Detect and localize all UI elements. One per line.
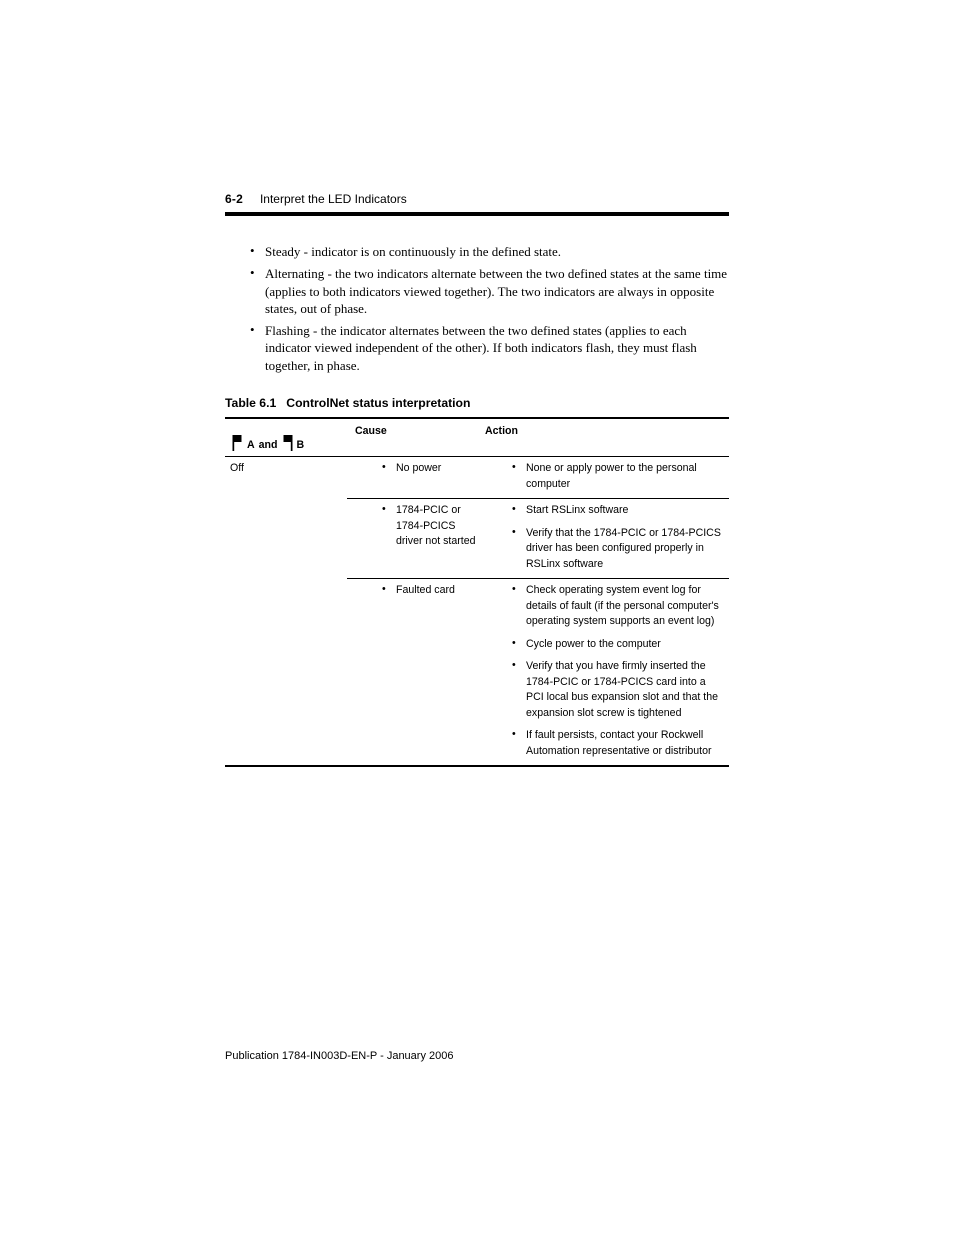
table-caption-label: Table 6.1 <box>225 396 277 410</box>
cause-cell <box>347 578 480 765</box>
indicator-column-header <box>225 419 347 457</box>
status-table <box>225 417 729 767</box>
cause-item: • 1784-PCIC or 1784-PCICS driver not started <box>381 503 476 550</box>
running-header <box>225 192 407 206</box>
indicator-b-label: B <box>296 439 305 451</box>
action-column-header: Action <box>480 419 729 457</box>
action-item: • Check operating system event log for details of fault (if the personal computer's operating system supports an event log) <box>511 583 726 630</box>
table-caption-title: ControlNet status interpretation <box>286 396 471 410</box>
intro-bullet-alternating: • Alternating - the two indicators alternate between the two defined states at the same time (applies to both indicators viewed together). The two indicators are always in opposite states, out of phase. <box>249 265 729 317</box>
header-rule <box>225 212 729 216</box>
action-cell <box>480 457 729 498</box>
intro-bullet-list <box>249 243 729 379</box>
indicator-cell-empty <box>225 578 347 765</box>
led-indicator-a-icon <box>232 434 243 452</box>
cause-cell <box>347 498 480 578</box>
cause-item: • No power <box>381 461 476 477</box>
table-caption <box>225 396 470 410</box>
intro-bullet-flashing: • Flashing - the indicator alternates between the two defined states (applies to each indicator viewed independent of the other). If both indicators flash, they must flash together, in phase. <box>249 322 729 374</box>
footer-publication-text: Publication 1784-IN003D-EN-P - January 2006 <box>225 1050 454 1062</box>
action-item: • Start RSLinx software <box>511 503 726 519</box>
indicator-cell-empty <box>225 498 347 578</box>
indicator-a-label: A <box>247 439 255 451</box>
led-indicator-b-icon <box>282 434 293 452</box>
intro-bullet-steady: • Steady - indicator is on continuously in the defined state. <box>249 243 729 260</box>
action-cell <box>480 498 729 578</box>
indicator-and-label: and <box>258 439 278 451</box>
cause-column-header: Cause <box>347 419 480 457</box>
cause-cell <box>347 457 480 498</box>
cause-item: • Faulted card <box>381 583 476 599</box>
page-number: 6-2 <box>225 192 243 206</box>
indicator-state-off: Off <box>230 462 244 474</box>
action-item: • Verify that the 1784-PCIC or 1784-PCICS driver has been configured properly in RSLinx software <box>511 526 726 573</box>
action-item: • Verify that you have firmly inserted the 1784-PCIC or 1784-PCICS card into a PCI local bus expansion slot and that the expansion slot screw is tightened <box>511 659 726 721</box>
action-item: • Cycle power to the computer <box>511 637 726 653</box>
section-title: Interpret the LED Indicators <box>259 192 407 206</box>
action-item: • If fault persists, contact your Rockwell Automation representative or distributor <box>511 728 726 759</box>
action-item: • None or apply power to the personal computer <box>511 461 726 492</box>
action-cell <box>480 578 729 765</box>
